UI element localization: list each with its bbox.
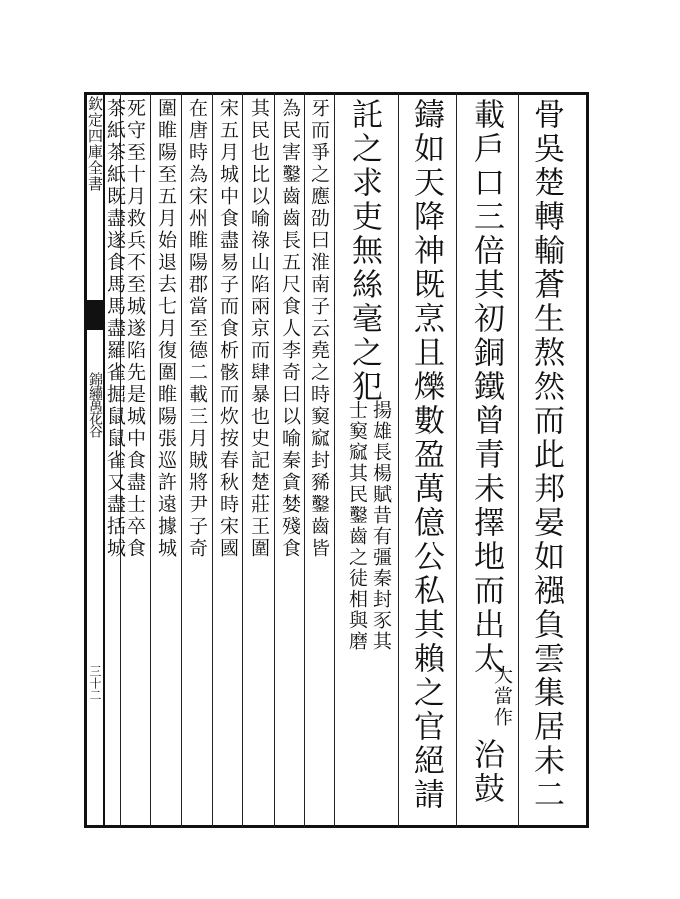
column-rule: [274, 92, 275, 828]
frame-right-border: [586, 92, 589, 828]
note-column-11: 死守至十月救兵不至城遂陷先是城中食盡士卒食: [124, 98, 146, 560]
margin-book-title: 欽定四庫全書: [86, 96, 104, 192]
text-column-2-end: 治鼓: [468, 738, 504, 806]
text-column-2: 載戶口三倍其初銅鐵曾青未擇地而出太: [468, 98, 504, 676]
note-line-1: 揚雄長楊賦昔有彊秦封豕其: [370, 400, 392, 652]
column-rule: [212, 92, 213, 828]
note-column-10: 圍睢陽至五月始退去七月復圍睢陽張巡許遠據城: [155, 98, 177, 560]
note-column-12: 茶紙茶紙既盡遂食馬馬盡羅雀掘鼠鼠雀又盡括城: [104, 98, 126, 560]
note-column-5: 牙而爭之應劭曰淮南子云堯之時窫窳封豨鑿齒皆: [308, 98, 330, 560]
fish-tail-mark: [84, 300, 105, 330]
note-column-8: 宋五月城中食盡易子而食析骸而炊按春秋時宋國: [217, 98, 239, 560]
text-column-3: 鑄如天降神既烹且爍數盈萬億公私其賴之官絕請: [408, 98, 444, 812]
frame-left-border: [84, 92, 87, 828]
column-rule: [304, 92, 305, 828]
note-column-7: 其民也比以喻祿山陷兩京而肆暴也史記楚莊王圍: [248, 98, 270, 560]
column-rule: [456, 92, 457, 828]
column-rule: [518, 92, 519, 828]
column-rule: [334, 92, 335, 828]
text-column-1: 骨吳楚轉輸蒼生熬然而此邦晏如襁負雲集居未二: [528, 98, 564, 812]
margin-collection-title: 錦繡萬花谷: [87, 372, 103, 437]
text-column-4: 託之求吏無絲毫之犯: [346, 98, 382, 404]
column-rule: [398, 92, 399, 828]
margin-page-number: 三十二: [88, 665, 102, 701]
column-rule: [242, 92, 243, 828]
note-column-9: 在唐時為宋州睢陽郡當至德二載三月賊將尹子奇: [186, 98, 208, 560]
column-rule: [181, 92, 182, 828]
column-rule: [150, 92, 151, 828]
note-line-2: 士窫窳其民鑿齒之徒相與磨: [346, 400, 368, 652]
inline-note-column-2: 大當作: [491, 665, 513, 728]
note-column-6: 為民害鑿齒齒長五尺食人李奇曰以喻秦貪婪殘食: [279, 98, 301, 560]
